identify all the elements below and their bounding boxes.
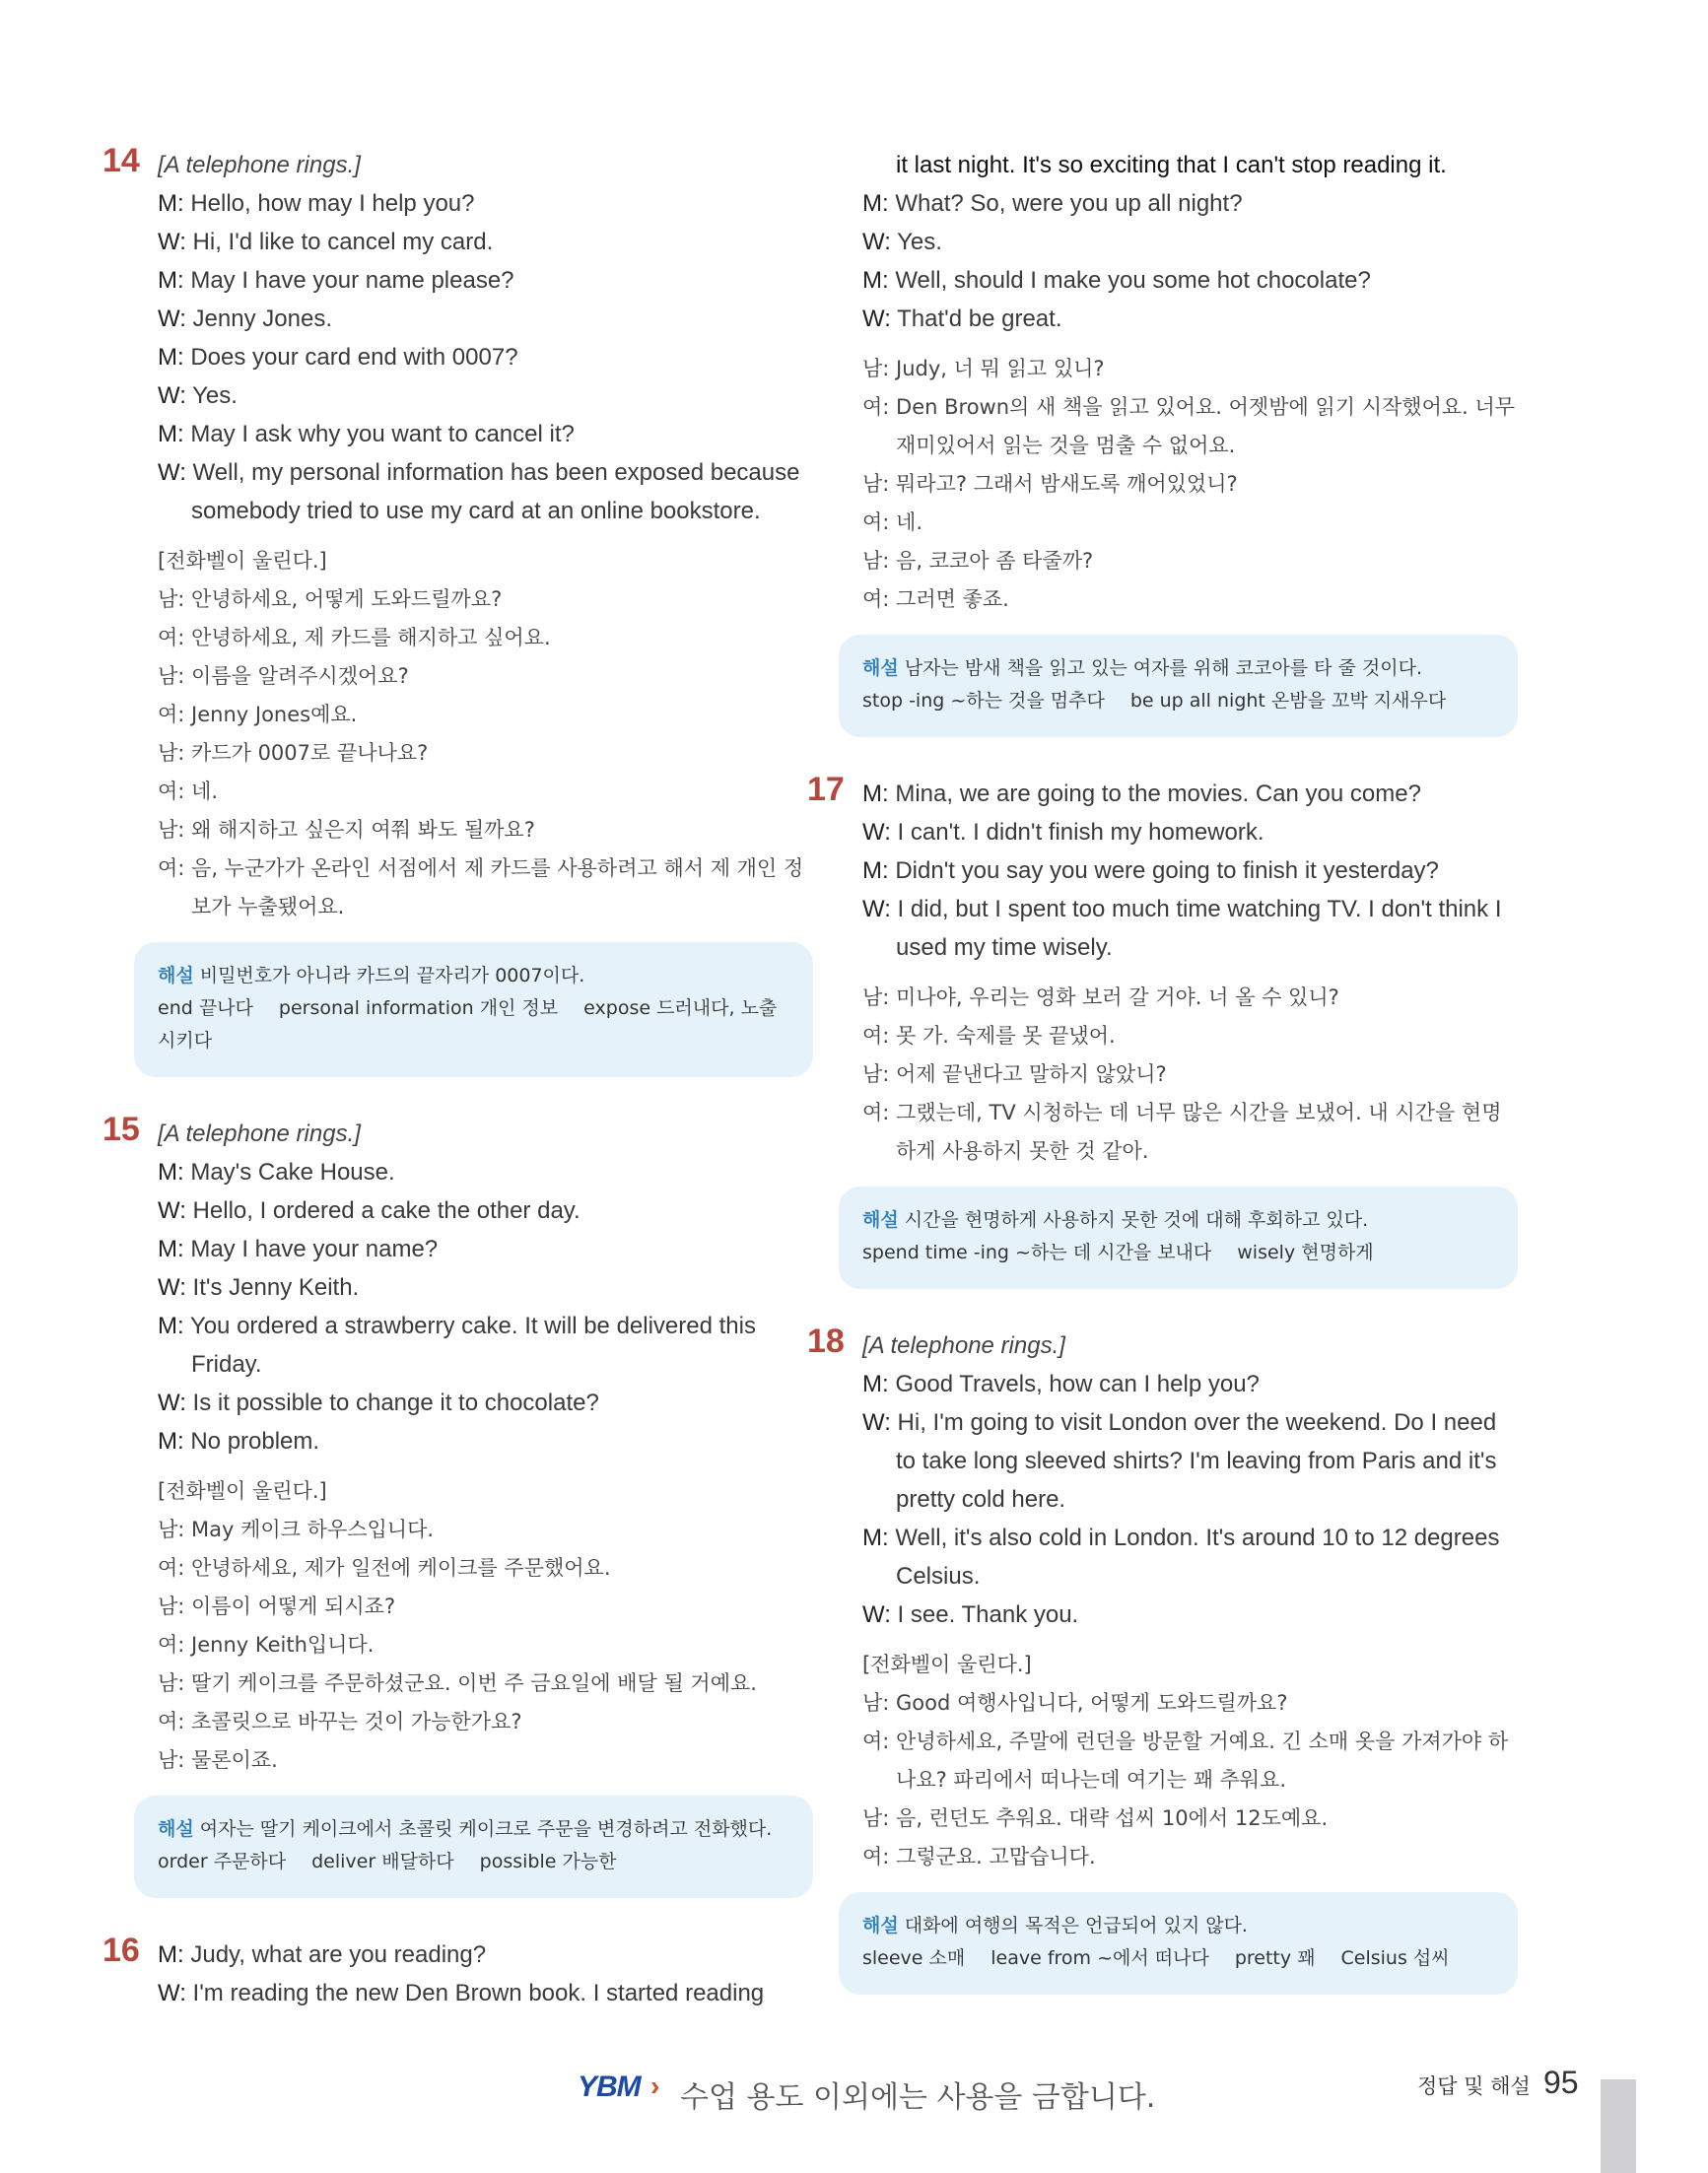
- translation-line: 남: 음, 런던도 추워요. 대략 섭씨 10에서 12도예요.: [862, 1806, 1329, 1830]
- vocab-list: [862, 1942, 1494, 1975]
- problem-number: 15: [102, 1111, 140, 1148]
- dialogue-text: May I have your name?: [183, 1236, 439, 1262]
- speaker-label: W:: [862, 229, 891, 255]
- speaker-label: M:: [158, 190, 184, 217]
- dialogue-line: [862, 813, 1518, 851]
- dialogue-line: [158, 376, 813, 415]
- dialogue-line: [862, 300, 1518, 338]
- dialogue-line: [862, 1403, 1518, 1519]
- dialogue-line: [158, 261, 813, 300]
- dialogue-text: Hi, I'd like to cancel my card.: [185, 229, 494, 255]
- translation-line: 여: 초콜릿으로 바꾸는 것이 가능한가요?: [158, 1710, 522, 1733]
- dialogue-line: [158, 1153, 813, 1191]
- speaker-label: M:: [158, 344, 184, 371]
- translation-line: 남: 딸기 케이크를 주문하셨군요. 이번 주 금요일에 배달 될 거예요.: [158, 1671, 757, 1695]
- dialogue-text: Well, my personal information has been exposed because somebody tried to use my card at an online bookstore.: [185, 459, 800, 524]
- speaker-label: W:: [158, 229, 186, 255]
- translation-line: 남: 어제 끝낸다고 말하지 않았니?: [862, 1062, 1167, 1086]
- dialogue-line: [862, 1519, 1518, 1596]
- dialogue-line: [158, 300, 813, 338]
- vocab-item: end 끝나다: [158, 997, 253, 1019]
- speaker-label: M:: [158, 1313, 184, 1339]
- dialogue-text: Is it possible to change it to chocolate?: [185, 1390, 599, 1416]
- speaker-label: M:: [158, 1159, 184, 1186]
- dialogue-line: [158, 338, 813, 376]
- dialogue-line: [862, 851, 1518, 890]
- dialogue-line: [158, 1384, 813, 1422]
- dialogue-line: [158, 1974, 813, 2012]
- translation-stage: [전화벨이 울린다.]: [158, 1479, 327, 1503]
- vocab-item: pretty 꽤: [1234, 1947, 1316, 1969]
- dialogue-text: Didn't you say you were going to finish it yesterday?: [888, 857, 1439, 884]
- problem-block: [807, 771, 1518, 1289]
- stage-direction: [A telephone rings.]: [158, 152, 361, 178]
- speaker-label: W:: [862, 896, 891, 922]
- stage-direction: [A telephone rings.]: [862, 1332, 1065, 1359]
- explanation-label: 해설: [158, 965, 194, 986]
- speaker-label: W:: [862, 1409, 891, 1436]
- speaker-label: W:: [158, 1274, 186, 1301]
- vocab-item: spend time -ing ~하는 데 시간을 보내다: [862, 1242, 1212, 1263]
- vocab-item: possible 가능한: [479, 1851, 617, 1872]
- speaker-label: W:: [158, 306, 186, 332]
- dialogue-text: Good Travels, how can I help you?: [888, 1371, 1260, 1397]
- explanation-body: 남자는 밤새 책을 읽고 있는 여자를 위해 코코아를 타 줄 것이다.: [904, 657, 1423, 679]
- speaker-label: W:: [158, 1390, 186, 1416]
- translation-line: 여: 네.: [158, 780, 218, 803]
- problem-number: 16: [102, 1932, 140, 1969]
- explanation-box: [839, 635, 1518, 737]
- speaker-label: M:: [862, 857, 889, 884]
- translation-line: 남: Judy, 너 뭐 읽고 있니?: [862, 357, 1105, 380]
- speaker-label: M:: [158, 267, 184, 294]
- dialogue-line: [862, 1596, 1518, 1634]
- dialogue-line: [158, 1230, 813, 1268]
- dialogue-line: [158, 1935, 813, 1974]
- translation-stage: [전화벨이 울린다.]: [158, 549, 327, 573]
- translation-line: 여: 안녕하세요, 제 카드를 해지하고 싶어요.: [158, 626, 551, 649]
- translation-stage: [전화벨이 울린다.]: [862, 1653, 1032, 1676]
- dialogue-text: Judy, what are you reading?: [183, 1941, 487, 1968]
- problem-number: 17: [807, 771, 845, 808]
- vocab-item: expose 드러내다, 노출시키다: [158, 997, 778, 1052]
- vocab-item: leave from ~에서 떠나다: [991, 1947, 1209, 1969]
- dialogue-text: Yes.: [890, 229, 942, 255]
- dialogue-line: [862, 775, 1518, 813]
- problem-block: [102, 142, 813, 1077]
- dialogue-text: Yes.: [185, 382, 238, 409]
- translation-line: 남: 이름이 어떻게 되시죠?: [158, 1595, 396, 1618]
- translation-block: [158, 1472, 813, 1780]
- vocab-list: [158, 992, 789, 1057]
- stage-direction: [A telephone rings.]: [158, 1120, 361, 1147]
- vocab-item: order 주문하다: [158, 1851, 287, 1872]
- dialogue-line: [862, 1365, 1518, 1403]
- problem-block: [102, 1111, 813, 1898]
- dialogue-text: Well, it's also cold in London. It's around 10 to 12 degrees Celsius.: [888, 1525, 1500, 1590]
- problem-block: [807, 1323, 1518, 1995]
- translation-line: 여: 네.: [862, 510, 922, 534]
- translation-line: 남: 뭐라고? 그래서 밤새도록 깨어있었니?: [862, 472, 1238, 496]
- right-column: [807, 146, 1518, 2032]
- translation-line: 여: 못 가. 숙제를 못 끝냈어.: [862, 1024, 1116, 1048]
- speaker-label: W:: [862, 819, 891, 846]
- speaker-label: W:: [158, 459, 186, 486]
- translation-line: 여: 그렇군요. 고맙습니다.: [862, 1845, 1096, 1868]
- translation-block: [862, 350, 1518, 619]
- explanation-text: [158, 960, 789, 992]
- dialogue-text: May I have your name please?: [183, 267, 514, 294]
- chevron-right-icon: ›: [650, 2071, 660, 2101]
- speaker-label: W:: [158, 382, 186, 409]
- dialogue-line: [862, 890, 1518, 967]
- dialogue-text: You ordered a strawberry cake. It will be delivered this Friday.: [183, 1313, 756, 1378]
- dialogue-text: Hello, how may I help you?: [183, 190, 475, 217]
- dialogue-line: [158, 453, 813, 530]
- explanation-label: 해설: [862, 1915, 899, 1936]
- explanation-label: 해설: [862, 657, 899, 679]
- translation-line: 남: 물론이죠.: [158, 1748, 278, 1772]
- translation-block: [158, 542, 813, 926]
- vocab-item: be up all night 온밤을 꼬박 지새우다: [1129, 690, 1447, 712]
- vocab-list: [862, 1237, 1494, 1269]
- dialogue-text: I see. Thank you.: [890, 1601, 1079, 1628]
- speaker-label: M:: [158, 421, 184, 447]
- explanation-body: 비밀번호가 아니라 카드의 끝자리가 0007이다.: [199, 965, 585, 986]
- dialogue-text: Hi, I'm going to visit London over the weekend. Do I need to take long sleeved shirts? I'm leaving from Paris and it's pretty cold here.: [890, 1409, 1497, 1513]
- dialogue-text: I can't. I didn't finish my homework.: [890, 819, 1264, 846]
- speaker-label: W:: [862, 306, 891, 332]
- ybm-logo: YBM: [578, 2071, 641, 2103]
- speaker-label: M:: [862, 781, 889, 807]
- dialogue-text: I'm reading the new Den Brown book. I started reading: [185, 1980, 765, 2006]
- dialogue-text: Well, should I make you some hot chocolate?: [888, 267, 1371, 294]
- explanation-box: [134, 1796, 813, 1898]
- problem-number: 14: [102, 142, 140, 179]
- dialogue-line: [158, 184, 813, 223]
- explanation-label: 해설: [862, 1209, 899, 1231]
- page-label: 정답 및 해설: [1417, 2074, 1531, 2098]
- vocab-list: [158, 1846, 789, 1878]
- page-number: 95: [1543, 2065, 1579, 2100]
- translation-line: 여: 안녕하세요, 주말에 런던을 방문할 거예요. 긴 소매 옷을 가져가야 하나요? 파리에서 떠나는데 여기는 꽤 추워요.: [862, 1730, 1509, 1792]
- translation-line: 남: 미나야, 우리는 영화 보러 갈 거야. 너 올 수 있니?: [862, 985, 1339, 1009]
- dialogue-line: [158, 415, 813, 453]
- speaker-label: M:: [158, 1236, 184, 1262]
- dialogue-line: [158, 1191, 813, 1230]
- left-column: [102, 142, 813, 2050]
- dialogue-continuation: it last night. It's so exciting that I can't stop reading it.: [896, 152, 1447, 178]
- vocab-item: deliver 배달하다: [311, 1851, 454, 1872]
- explanation-box: [134, 942, 813, 1077]
- vocab-item: stop -ing ~하는 것을 멈추다: [862, 690, 1105, 712]
- page-edge-tab: [1601, 2079, 1636, 2173]
- speaker-label: M:: [862, 1525, 889, 1551]
- problem-block: [102, 1932, 813, 2012]
- translation-line: 남: 안녕하세요, 어떻게 도와드릴까요?: [158, 587, 503, 611]
- translation-line: 여: 그러면 좋죠.: [862, 587, 1009, 611]
- translation-line: 남: 음, 코코아 좀 타줄까?: [862, 549, 1094, 573]
- vocab-item: wisely 현명하게: [1237, 1242, 1374, 1263]
- translation-block: [862, 979, 1518, 1171]
- dialogue-text: May I ask why you want to cancel it?: [183, 421, 575, 447]
- vocab-item: sleeve 소매: [862, 1947, 966, 1969]
- translation-line: 남: May 케이크 하우스입니다.: [158, 1518, 435, 1541]
- page-footer: [0, 2065, 1708, 2124]
- explanation-text: [862, 1910, 1494, 1942]
- translation-line: 여: Jenny Keith입니다.: [158, 1633, 375, 1657]
- dialogue-text: What? So, were you up all night?: [888, 190, 1243, 217]
- translation-line: 여: Jenny Jones예요.: [158, 703, 358, 726]
- translation-line: 여: 음, 누군가가 온라인 서점에서 제 카드를 사용하려고 해서 제 개인 정보가 누출됐어요.: [158, 856, 804, 918]
- translation-block: [862, 1646, 1518, 1876]
- explanation-label: 해설: [158, 1818, 194, 1840]
- usage-notice: 수업 용도 이외에는 사용을 금합니다.: [680, 2080, 1156, 2115]
- explanation-text: [158, 1813, 789, 1846]
- explanation-box: [839, 1892, 1518, 1995]
- dialogue-text: May's Cake House.: [183, 1159, 395, 1186]
- speaker-label: M:: [862, 190, 889, 217]
- explanation-text: [862, 652, 1494, 685]
- dialogue-text: It's Jenny Keith.: [185, 1274, 360, 1301]
- translation-line: 여: 안녕하세요, 제가 일전에 케이크를 주문했어요.: [158, 1556, 611, 1580]
- dialogue-line: [158, 1268, 813, 1307]
- speaker-label: M:: [158, 1941, 184, 1968]
- problem-block: [862, 146, 1518, 737]
- dialogue-line: [862, 223, 1518, 261]
- translation-line: 여: Den Brown의 새 책을 읽고 있어요. 어젯밤에 읽기 시작했어요. 너무 재미있어서 읽는 것을 멈출 수 없어요.: [862, 395, 1516, 457]
- speaker-label: W:: [158, 1980, 186, 2006]
- explanation-body: 시간을 현명하게 사용하지 못한 것에 대해 후회하고 있다.: [904, 1209, 1369, 1231]
- translation-line: 여: 그랬는데, TV 시청하는 데 너무 많은 시간을 보냈어. 내 시간을 현명하게 사용하지 못한 것 같아.: [862, 1101, 1502, 1163]
- translation-line: 남: 왜 해지하고 싶은지 여쭤 봐도 될까요?: [158, 818, 535, 842]
- explanation-body: 대화에 여행의 목적은 언급되어 있지 않다.: [904, 1915, 1248, 1936]
- dialogue-text: That'd be great.: [890, 306, 1062, 332]
- translation-line: 남: 이름을 알려주시겠어요?: [158, 664, 409, 688]
- dialogue-text: No problem.: [183, 1428, 320, 1455]
- dialogue-line: [158, 223, 813, 261]
- dialogue-line: [862, 261, 1518, 300]
- problem-number: 18: [807, 1323, 845, 1360]
- explanation-box: [839, 1187, 1518, 1289]
- explanation-body: 여자는 딸기 케이크에서 초콜릿 케이크로 주문을 변경하려고 전화했다.: [199, 1818, 773, 1840]
- vocab-item: Celsius 섭씨: [1340, 1947, 1450, 1969]
- vocab-item: personal information 개인 정보: [278, 997, 559, 1019]
- speaker-label: M:: [862, 267, 889, 294]
- speaker-label: W:: [862, 1601, 891, 1628]
- explanation-text: [862, 1204, 1494, 1237]
- translation-line: 남: Good 여행사입니다, 어떻게 도와드릴까요?: [862, 1691, 1288, 1715]
- dialogue-line: [862, 184, 1518, 223]
- dialogue-text: Mina, we are going to the movies. Can you come?: [888, 781, 1421, 807]
- dialogue-text: Hello, I ordered a cake the other day.: [185, 1197, 581, 1224]
- dialogue-line: [158, 1422, 813, 1460]
- speaker-label: M:: [158, 1428, 184, 1455]
- translation-line: 남: 카드가 0007로 끝나나요?: [158, 741, 429, 765]
- dialogue-text: Jenny Jones.: [185, 306, 332, 332]
- dialogue-line: [158, 1307, 813, 1384]
- vocab-list: [862, 685, 1494, 717]
- dialogue-text: Does your card end with 0007?: [183, 344, 518, 371]
- speaker-label: M:: [862, 1371, 889, 1397]
- dialogue-text: I did, but I spent too much time watching TV. I don't think I used my time wisely.: [890, 896, 1502, 961]
- speaker-label: W:: [158, 1197, 186, 1224]
